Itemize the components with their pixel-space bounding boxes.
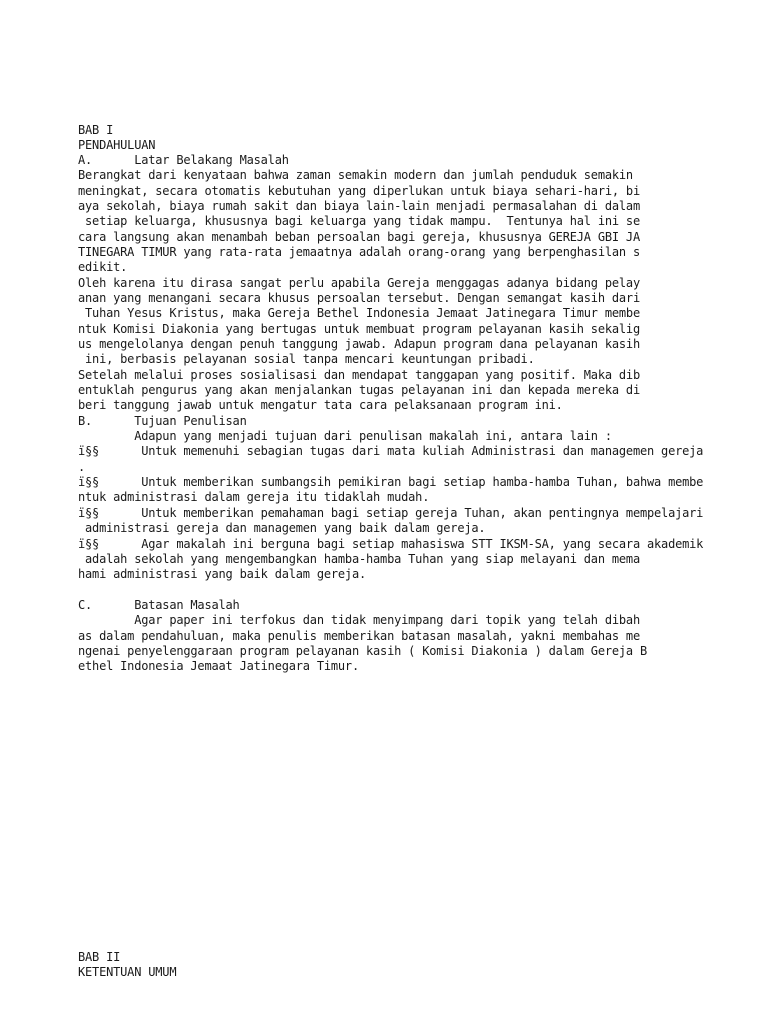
text-line: TINEGARA TIMUR yang rata-rata jemaatnya adalah orang-orang yang berpenghasilan s	[78, 245, 640, 259]
text-line: cara langsung akan menambah beban persoalan bagi gereja, khususnya GEREJA GBI JA	[78, 230, 640, 244]
text-line: administrasi gereja dan managemen yang baik dalam gereja.	[78, 521, 486, 535]
text-line: ngenai penyelenggaraan program pelayanan kasih ( Komisi Diakonia ) dalam Gereja B	[78, 644, 647, 658]
chapter-heading: BAB I	[78, 123, 114, 137]
text-line: beri tanggung jawab untuk mengatur tata cara pelaksanaan program ini.	[78, 398, 563, 412]
section-heading-c: C. Batasan Masalah	[78, 598, 240, 612]
text-line: ntuk Komisi Diakonia yang bertugas untuk membuat program pelayanan kasih sekalig	[78, 322, 640, 336]
text-line: aya sekolah, biaya rumah sakit dan biaya lain-lain menjadi permasalahan di dalam	[78, 199, 640, 213]
section-heading-a: A. Latar Belakang Masalah	[78, 153, 289, 167]
chapter-heading: BAB II	[78, 950, 121, 964]
text-line: adalah sekolah yang mengembangkan hamba-hamba Tuhan yang siap melayani dan mema	[78, 552, 640, 566]
text-line: ini, berbasis pelayanan sosial tanpa mencari keuntungan pribadi.	[78, 352, 535, 366]
chapter-title: PENDAHULUAN	[78, 138, 156, 152]
text-line: entuklah pengurus yang akan menjalankan tugas pelayanan ini dan kepada mereka di	[78, 383, 640, 397]
text-line: anan yang menangani secara khusus persoalan tersebut. Dengan semangat kasih dari	[78, 291, 640, 305]
chapter-title: KETENTUAN UMUM	[78, 965, 177, 979]
text-line: Setelah melalui proses sosialisasi dan mendapat tanggapan yang positif. Maka dib	[78, 368, 640, 382]
text-line: edikit.	[78, 260, 128, 274]
text-line: as dalam pendahuluan, maka penulis memberikan batasan masalah, yakni membahas me	[78, 629, 640, 643]
text-line: .	[78, 460, 86, 474]
bullet-item: ï§§ Untuk memenuhi sebagian tugas dari mata kuliah Administrasi dan managemen gereja	[78, 444, 704, 458]
text-line: us mengelolanya dengan penuh tanggung jawab. Adapun program dana pelayanan kasih	[78, 337, 640, 351]
text-line: ethel Indonesia Jemaat Jatinegara Timur.	[78, 659, 359, 673]
text-line: Berangkat dari kenyataan bahwa zaman semakin modern dan jumlah penduduk semakin	[78, 168, 633, 182]
text-line: Tuhan Yesus Kristus, maka Gereja Bethel Indonesia Jemaat Jatinegara Timur membe	[78, 306, 640, 320]
text-line: Agar paper ini terfokus dan tidak menyimpang dari topik yang telah dibah	[78, 613, 640, 627]
text-line: meningkat, secara otomatis kebutuhan yang diperlukan untuk biaya sehari-hari, bi	[78, 184, 640, 198]
text-line: setiap keluarga, khususnya bagi keluarga yang tidak mampu. Tentunya hal ini se	[78, 214, 640, 228]
section-heading-b: B. Tujuan Penulisan	[78, 414, 247, 428]
bullet-item: ï§§ Untuk memberikan pemahaman bagi setiap gereja Tuhan, akan pentingnya mempelajari	[78, 506, 704, 520]
text-line: Oleh karena itu dirasa sangat perlu apabila Gereja menggagas adanya bidang pelay	[78, 276, 640, 290]
text-line: hami administrasi yang baik dalam gereja.	[78, 567, 367, 581]
text-line: Adapun yang menjadi tujuan dari penulisan makalah ini, antara lain :	[78, 429, 612, 443]
bullet-item: ï§§ Untuk memberikan sumbangsih pemikiran bagi setiap hamba-hamba Tuhan, bahwa membe	[78, 475, 704, 489]
bullet-item: ï§§ Agar makalah ini berguna bagi setiap mahasiswa STT IKSM-SA, yang secara akademik	[78, 537, 704, 551]
text-line: ntuk administrasi dalam gereja itu tidaklah mudah.	[78, 490, 430, 504]
